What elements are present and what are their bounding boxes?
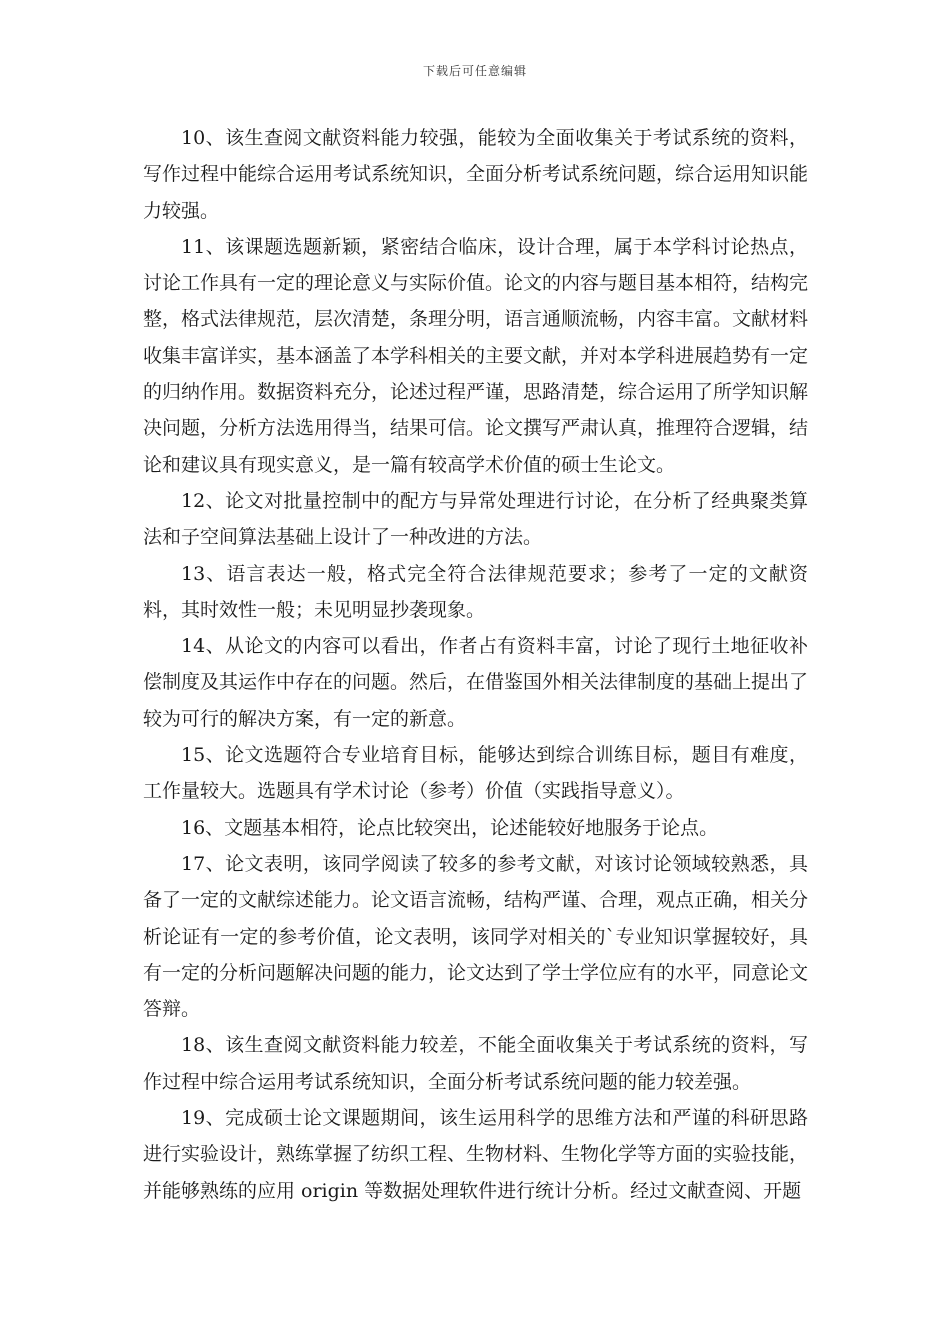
page-header: 下载后可任意编辑	[422, 64, 527, 78]
paragraph-15: 15、论文选题符合专业培育目标，能够达到综合训练目标，题目有难度，工作量较大。选题具有学术讨论（参考）价值（实践指导意义）。	[143, 744, 808, 803]
paragraph-18: 18、该生查阅文献资料能力较差，不能全面收集关于考试系统的资料，写作过程中综合运用考试系统知识，全面分析考试系统问题的能力较差强。	[143, 1034, 808, 1093]
paragraph-12: 12、论文对批量控制中的配方与异常处理进行讨论，在分析了经典聚类算法和子空间算法基础上设计了一种改进的方法。	[143, 489, 808, 549]
paragraph-19: 19、完成硕士论文课题期间，该生运用科学的思维方法和严谨的科研思路进行实验设计，熟练掌握了纺织工程、生物材料、生物化学等方面的实验技能，并能够熟练的应用 origin 等数据处理软件进行统计分析。经过文献查阅、开题	[143, 1107, 809, 1202]
paragraph-13: 13、语言表达一般，格式完全符合法律规范要求；参考了一定的文献资料，其时效性一般；未见明显抄袭现象。	[143, 562, 808, 621]
paragraph-16: 16、文题基本相符，论点比较突出，论述能较好地服务于论点。	[181, 816, 719, 839]
paragraph-17: 17、论文表明，该同学阅读了较多的参考文献，对该讨论领域较熟悉，具备了一定的文献综述能力。论文语言流畅，结构严谨、合理，观点正确，相关分析论证有一定的参考价值，论文表明，该同学对相关的`专业知识掌握较好，具有一定的分析问题解决问题的能力，论文达到了学士学位应有的水平，同意论文答辩。	[143, 852, 809, 1021]
paragraph-11: 11、该课题选题新颖，紧密结合临床，设计合理，属于本学科讨论热点，讨论工作具有一定的理论意义与实际价值。论文的内容与题目基本相符，结构完整，格式法律规范，层次清楚，条理分明，语言通顺流畅，内容丰富。文献材料收集丰富详实，基本涵盖了本学科相关的主要文献，并对本学科进展趋势有一定的归纳作用。数据资料充分，论述过程严谨，思路清楚，综合运用了所学知识解决问题，分析方法选用得当，结果可信。论文撰写严肃认真，推理符合逻辑，结论和建议具有现实意义，是一篇有较高学术价值的硕士生论文。	[143, 235, 809, 476]
paragraph-10: 10、该生查阅文献资料能力较强，能较为全面收集关于考试系统的资料，写作过程中能综合运用考试系统知识，全面分析考试系统问题，综合运用知识能力较强。	[143, 127, 809, 222]
document-body	[143, 120, 808, 1209]
paragraph-14: 14、从论文的内容可以看出，作者占有资料丰富，讨论了现行土地征收补偿制度及其运作中存在的问题。然后，在借鉴国外相关法律制度的基础上提出了较为可行的解决方案，有一定的新意。	[143, 635, 809, 730]
